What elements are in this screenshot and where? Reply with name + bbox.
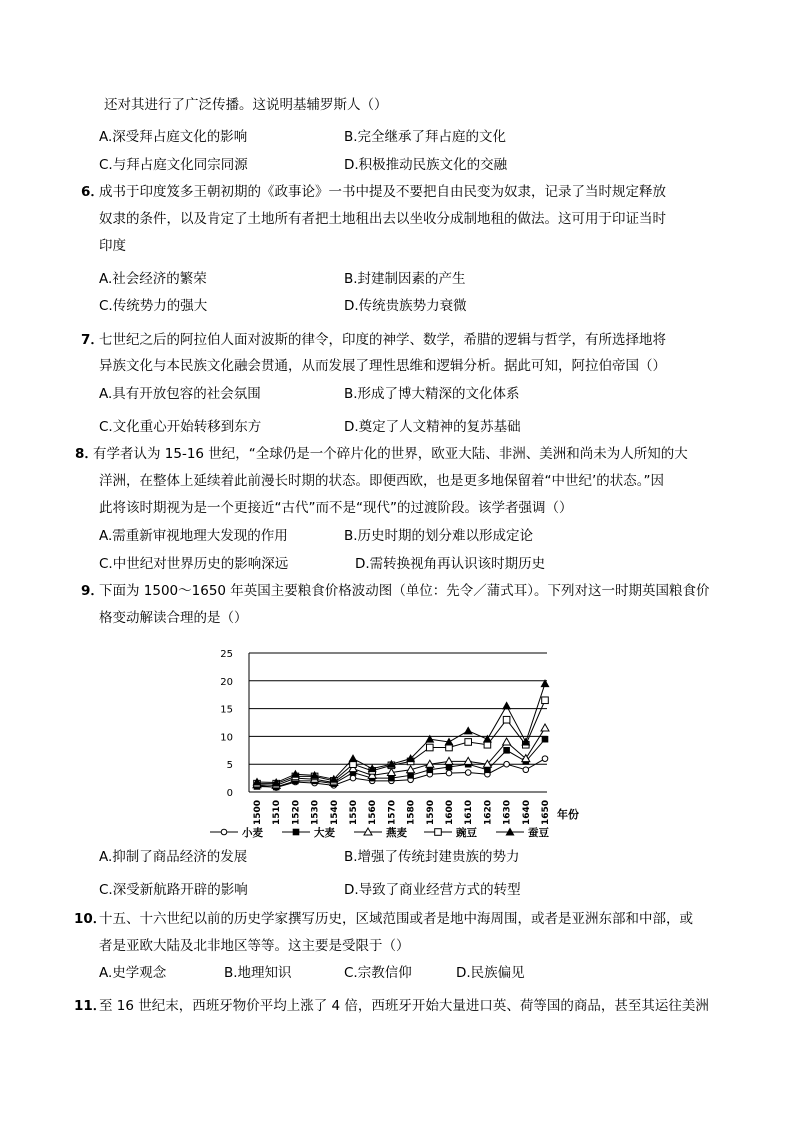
data-point — [504, 761, 510, 767]
q6-option-d[interactable]: D.传统贵族势力衰微 — [344, 298, 467, 314]
data-point — [503, 738, 511, 745]
data-point — [445, 757, 453, 764]
data-point — [427, 744, 434, 751]
q10-number: 10． — [74, 911, 107, 927]
q8-number: 8． — [75, 446, 98, 462]
q7-option-b[interactable]: B.形成了博大精深的文化体系 — [344, 386, 520, 402]
q9-option-b[interactable]: B.增强了传统封建贵族的势力 — [344, 849, 520, 865]
x-tick-label: 1550 — [349, 799, 359, 825]
q8-option-d[interactable]: D.需转换视角再认识该时期历史 — [355, 556, 546, 572]
q9-option-d[interactable]: D.导致了商业经营方式的转型 — [344, 882, 521, 898]
legend-label: 大麦 — [314, 827, 335, 839]
legend-marker — [293, 829, 300, 836]
x-tick-label: 1600 — [445, 799, 455, 825]
data-point — [542, 756, 548, 762]
q8-stem-line-2: 洋洲，在整体上延续着此前漫长时期的状态。即便西欧，也是更多地保留着“中世纪’的状态。”因 — [99, 473, 665, 489]
q6-stem-line-3: 印度 — [99, 238, 126, 254]
q7-option-d[interactable]: D.奠定了人文精神的复苏基础 — [344, 419, 521, 435]
q5-stem-tail: 还对其进行了广泛传播。这说明基辅罗斯人（） — [104, 97, 388, 113]
q9-option-a[interactable]: A.抑制了商品经济的发展 — [99, 849, 248, 865]
x-tick-label: 1640 — [521, 799, 532, 825]
x-tick-label: 1620 — [483, 799, 494, 825]
data-point — [425, 735, 434, 743]
data-point — [483, 735, 492, 743]
q10-option-c[interactable]: C.宗教信仰 — [344, 965, 412, 981]
y-tick-label: 10 — [220, 732, 233, 744]
q8-option-c[interactable]: C.中世纪对世界历史的影响深远 — [99, 556, 289, 572]
q8-option-a[interactable]: A.需重新审视地理大发现的作用 — [99, 528, 288, 544]
x-tick-label: 1590 — [425, 799, 436, 825]
q8-option-b[interactable]: B.历史时期的划分难以形成定论 — [344, 528, 534, 544]
q7-option-a[interactable]: A.具有开放包容的社会氛围 — [99, 386, 261, 402]
q6-option-a[interactable]: A.社会经济的繁荣 — [99, 271, 207, 287]
q6-option-b[interactable]: B.封建制因素的产生 — [344, 271, 466, 287]
legend-item — [424, 826, 477, 839]
q9-number: 9． — [81, 583, 104, 599]
q11-number: 11． — [74, 998, 107, 1014]
legend-label: 小麦 — [242, 827, 263, 839]
x-tick-label: 1570 — [387, 799, 398, 825]
q9-option-c[interactable]: C.深受新航路开辟的影响 — [99, 882, 248, 898]
series-line — [257, 684, 545, 783]
y-tick-label: 0 — [226, 788, 233, 799]
q9-stem-line-1: 下面为 1500～1650 年英国主要粮食价格波动图（单位：先令／蒲式耳）。下列对这一时期英国粮食价 — [99, 583, 710, 599]
data-point — [542, 736, 549, 743]
q9-stem-line-2: 格变动解读合理的是（） — [99, 610, 248, 626]
x-tick-label: 1580 — [406, 799, 417, 825]
grain-price-chart — [200, 640, 600, 846]
legend-marker — [435, 829, 442, 836]
data-point — [541, 679, 550, 687]
data-point — [502, 701, 511, 709]
x-tick-label: 1530 — [310, 799, 321, 825]
data-point — [541, 724, 549, 731]
legend-label: 蚕豆 — [528, 827, 549, 839]
x-tick-label: 1520 — [291, 799, 302, 825]
q5-option-a[interactable]: A.深受拜占庭文化的影响 — [99, 129, 248, 145]
q8-stem-line-3: 此将该时期视为是一个更接近“古代”而不是“现代”的过渡阶段。该学者强调（） — [99, 500, 573, 516]
q6-number: 6． — [81, 184, 104, 200]
x-tick-label: 1630 — [502, 799, 513, 825]
legend-item — [496, 826, 549, 839]
series-5 — [253, 679, 550, 786]
data-point — [350, 775, 356, 781]
q6-stem-line-2: 奴隶的条件，以及肯定了土地所有者把土地租出去以坐收分成制地租的做法。这可用于印证当时 — [99, 211, 666, 227]
data-point — [523, 767, 529, 773]
q11-stem-line-1: 至 16 世纪末，西班牙物价平均上涨了 4 倍，西班牙开始大量进口英、荷等国的商品，甚至其运往美洲 — [99, 998, 709, 1014]
data-point — [464, 726, 473, 734]
q7-stem-line-1: 七世纪之后的阿拉伯人面对波斯的律令，印度的神学、数学，希腊的逻辑与哲学，有所选择地将 — [99, 332, 666, 348]
q10-option-d[interactable]: D.民族偏见 — [456, 965, 525, 981]
q7-stem-line-2: 异族文化与本民族文化融会贯通，从而发展了理性思维和逻辑分析。据此可知，阿拉伯帝国（） — [99, 358, 666, 374]
data-point — [542, 697, 549, 704]
legend-item — [354, 826, 407, 839]
data-point — [503, 747, 510, 754]
data-point — [349, 754, 358, 762]
y-tick-label: 15 — [220, 704, 233, 716]
q10-stem-line-1: 十五、十六世纪以前的历史学家撰写历史，区域范围或者是地中海周围，或者是亚洲东部和中部，或 — [99, 911, 693, 927]
q7-option-c[interactable]: C.文化重心开始转移到东方 — [99, 419, 262, 435]
q8-stem-line-1: 有学者认为 15-16 世纪，“全球仍是一个碎片化的世界，欧亚大陆、非洲、美洲和尚未为人所知的大 — [93, 446, 688, 462]
data-point — [503, 716, 510, 723]
x-axis-label: 年份 — [557, 808, 579, 821]
q7-number: 7． — [81, 332, 104, 348]
q5-option-d[interactable]: D.积极推动民族文化的交融 — [344, 157, 508, 173]
legend-marker — [221, 829, 227, 835]
q6-option-c[interactable]: C.传统势力的强大 — [99, 298, 208, 314]
x-tick-label: 1650 — [541, 799, 551, 825]
x-tick-label: 1510 — [272, 799, 283, 825]
q10-stem-line-2: 者是亚欧大陆及北非地区等等。这主要是受限于（） — [99, 938, 410, 954]
data-point — [465, 739, 472, 746]
q5-option-b[interactable]: B.完全继承了拜占庭的文化 — [344, 129, 507, 145]
q5-option-c[interactable]: C.与拜占庭文化同宗同源 — [99, 157, 248, 173]
x-tick-label: 1610 — [464, 799, 475, 825]
y-tick-label: 25 — [220, 649, 233, 660]
q10-option-b[interactable]: B.地理知识 — [224, 965, 292, 981]
legend-label: 燕麦 — [386, 827, 407, 839]
data-point — [465, 770, 471, 776]
legend-label: 豌豆 — [456, 827, 477, 839]
x-tick-label: 1500 — [253, 799, 263, 825]
y-tick-label: 5 — [226, 760, 233, 772]
x-tick-label: 1560 — [368, 799, 379, 825]
data-point — [446, 770, 452, 776]
q10-option-a[interactable]: A.史学观念 — [99, 965, 167, 981]
y-tick-label: 20 — [220, 676, 233, 688]
x-tick-label: 1540 — [329, 799, 340, 825]
legend-item — [210, 826, 263, 839]
q6-stem-line-1: 成书于印度笈多王朝初期的《政事论》一书中提及不要把自由民变为奴隶，记录了当时规定释放 — [99, 184, 666, 200]
legend-item — [282, 826, 335, 839]
